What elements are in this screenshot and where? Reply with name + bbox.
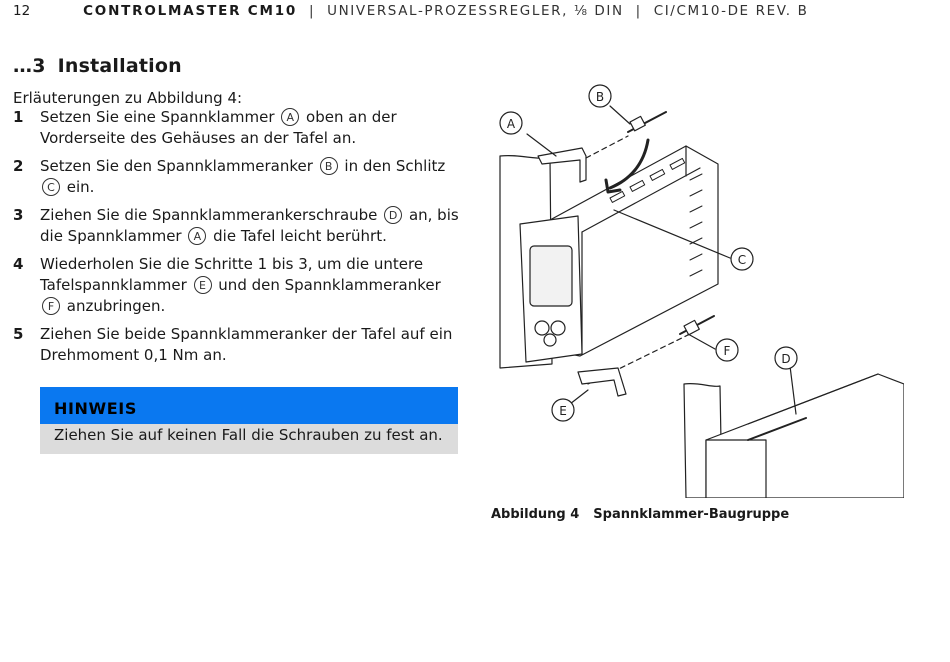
step-item <box>13 254 463 317</box>
header-separator: | <box>635 3 642 19</box>
bezel-detail <box>706 440 766 498</box>
svg-text:C: C <box>737 253 747 267</box>
step-text: Setzen Sie den Spannklammeranker <box>40 157 318 175</box>
svg-text:A: A <box>506 117 516 131</box>
display-screen <box>530 246 572 306</box>
step-number: 4 <box>13 255 24 273</box>
callout-c <box>731 248 753 270</box>
section-number: …3 <box>13 55 46 77</box>
step-item <box>13 156 463 198</box>
leader-line <box>527 134 556 156</box>
callout-a <box>500 112 522 134</box>
note-box <box>40 387 458 454</box>
guide-line <box>586 136 628 158</box>
step-text: Wiederholen Sie die Schritte 1 bis 3, um die untere Tafelspannklammer <box>40 255 424 294</box>
leader-line <box>610 106 630 124</box>
caption-title: Spannklammer-Baugruppe <box>593 507 790 522</box>
callout-reference: C <box>42 178 60 196</box>
step-text: und den Spannklammeranker <box>213 276 441 294</box>
callout-d <box>775 347 797 369</box>
callout-reference: A <box>188 227 206 245</box>
callout-reference: A <box>281 108 299 126</box>
step-item <box>13 324 463 366</box>
step-text: die Tafel leicht berührt. <box>208 227 387 245</box>
document-code: CI/CM10-DE REV. B <box>653 3 809 19</box>
svg-text:D: D <box>781 352 791 366</box>
step-text: in den Schlitz <box>339 157 446 175</box>
assembly-illustration <box>490 84 904 498</box>
step-text: Setzen Sie eine Spannklammer <box>40 108 280 126</box>
svg-text:B: B <box>595 90 605 104</box>
svg-text:F: F <box>723 344 731 358</box>
callout-reference: B <box>320 157 338 175</box>
step-text: an, bis die Spannklammer <box>40 206 459 245</box>
product-name: CONTROLMASTER CM10 <box>83 3 298 19</box>
step-number: 5 <box>13 325 24 343</box>
step-text: ein. <box>62 178 95 196</box>
step-text: oben an der Vorderseite des Gehäuses an der Tafel an. <box>40 108 397 147</box>
steps-list <box>13 107 463 373</box>
callout-f <box>716 339 738 361</box>
callout-reference: F <box>42 297 60 315</box>
step-number: 3 <box>13 206 24 224</box>
step-text: Ziehen Sie die Spannklammerankerschraube <box>40 206 383 224</box>
step-number: 1 <box>13 108 24 126</box>
callout-reference: E <box>194 276 212 294</box>
leader-line <box>688 334 715 349</box>
callout-e <box>552 399 574 421</box>
page-number: 12 <box>13 3 31 19</box>
section-title: Installation <box>57 55 182 77</box>
step-text: Ziehen Sie beide Spannklammeranker der Tafel auf ein Drehmoment 0,1 Nm an. <box>40 325 453 364</box>
section-heading <box>13 55 182 77</box>
intro-text: Erläuterungen zu Abbildung 4: <box>13 89 243 107</box>
product-subtitle: UNIVERSAL-PROZESSREGLER, ⅛ DIN <box>327 3 624 19</box>
step-item <box>13 107 463 149</box>
step-number: 2 <box>13 157 24 175</box>
note-text: Ziehen Sie auf keinen Fall die Schrauben zu fest an. <box>40 424 458 454</box>
step-item <box>13 205 463 247</box>
header-separator: | <box>309 3 316 19</box>
anchor-body <box>684 320 699 334</box>
callout-reference: D <box>384 206 402 224</box>
step-text: anzubringen. <box>62 297 166 315</box>
svg-text:E: E <box>559 404 567 418</box>
page-header <box>13 3 933 19</box>
callout-b <box>589 85 611 107</box>
figure-caption <box>491 507 789 522</box>
caption-label: Abbildung 4 <box>491 507 580 522</box>
note-heading: HINWEIS <box>40 387 458 424</box>
leader-line <box>570 390 588 404</box>
